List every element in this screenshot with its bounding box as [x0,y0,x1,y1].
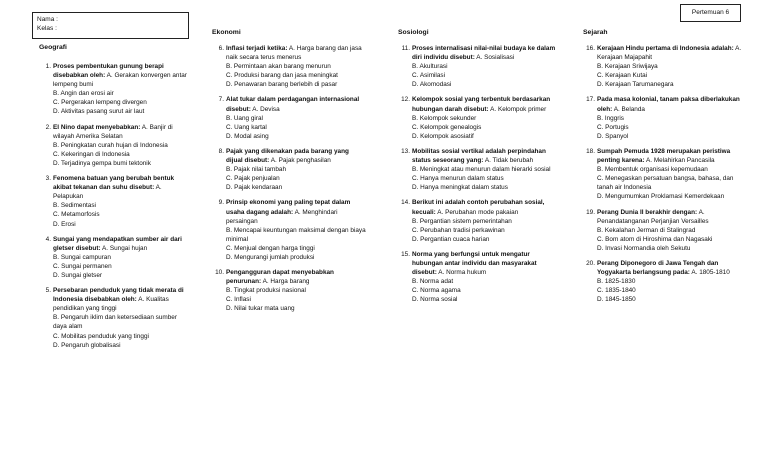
answer-option: D. Nilai tukar mata uang [226,305,295,313]
answer-option: D. 1845-1850 [597,296,636,304]
question-item [39,123,189,168]
answer-option: B. Membentuk organisasi kepemudaan [597,166,708,174]
question-stem: Fenomena batuan yang berubah bentuk akibat tekanan dan suhu disebut: [53,175,175,192]
answer-option: B. Kelompok sekunder [412,114,477,122]
answer-option: B. Inggris [597,114,624,122]
option-a: A. Penandatanganan Perjanjian Versailles [597,208,709,225]
question-number: 2. [45,123,51,131]
answer-option: B. Akulturasi [412,63,448,71]
question-item [398,44,558,89]
answer-option: B. Norma adat [412,278,454,286]
subject-heading: Sosiologi [398,29,429,36]
question-item [583,147,743,202]
question-item [39,62,189,117]
answer-option: C. Metamorfosis [53,211,100,219]
option-a: A. Harga barang dan jasa naik secara terus menerus [226,45,362,62]
question-column [212,44,367,320]
question-item [212,268,367,313]
answer-option: B. Pajak nilai tambah [226,166,287,174]
question-number: 16. [586,45,595,52]
option-a: A. Harga barang [262,278,310,286]
question-number: 7. [218,96,224,104]
question-stem: Norma yang berfungsi untuk mengatur hubungan antar individu dan masyarakat disebut: [412,250,537,277]
answer-option: B. Mencapai keuntungan maksimal dengan biaya minimal [226,226,366,243]
question-item [398,95,558,140]
option-a: A. Sosialisasi [476,54,515,62]
question-number: 3. [45,175,51,183]
question-item [212,147,367,192]
answer-option: D. Invasi Normandia oleh Sekutu [597,244,691,252]
answer-option: B. Uang giral [226,114,263,122]
answer-option: C. Pergerakan lempeng divergen [53,99,147,107]
question-stem: Berikut ini adalah contoh perubahan sosial, kecuali: [412,199,545,216]
question-item [398,250,558,305]
answer-option: B. Kekalahan Jerman di Stalingrad [597,226,696,234]
answer-option: C. Mobilitas penduduk yang tinggi [53,332,149,340]
option-a: A. Perubahan mode pakaian [437,208,519,216]
option-a: A. Gerakan konvergen antar lempeng bumi [53,72,187,89]
answer-option: D. Kelompok asosiatif [412,132,474,140]
answer-option: D. Erosi [53,220,76,228]
option-a: A. Pelapukan [53,184,162,201]
question-stem: Perang Diponegoro di Jawa Tengah dan Yogyakarta berlangsung pada: [597,259,719,277]
question-stem: Kelompok sosial yang terbentuk berdasarkan hubungan darah disebut: [412,96,551,113]
question-number: 18. [586,147,595,155]
answer-option: C. 1835-1840 [597,287,636,295]
question-item [39,174,189,229]
answer-option: D. Mengurangi jumlah produksi [226,253,315,261]
answer-option: B. Angin dan erosi air [53,90,114,98]
subject-heading: Sejarah [583,29,608,36]
answer-option: C. Produksi barang dan jasa meningkat [226,72,338,80]
question-stem: Pada masa kolonial, tanam paksa diberlakukan oleh: [597,96,740,113]
answer-option: D. Pengaruh globalisasi [53,341,121,349]
question-stem: Mobilitas sosial vertikal adalah perpindahan status seseorang yang: [412,147,546,165]
question-number: 14. [401,199,410,207]
option-a: A. Devisa [252,105,280,113]
question-stem: Persebaran penduduk yang tidak merata di Indonesia disebabkan oleh: [53,287,184,304]
answer-option: D. Penawaran barang berlebih di pasar [226,81,338,89]
answer-option: D. Sungai gletser [53,271,103,279]
question-number: 6. [218,45,224,52]
question-stem: Kerajaan Hindu pertama di Indonesia adalah: [597,45,734,52]
option-a: A. Menghindari persaingan [226,208,338,225]
answer-option: D. Aktivitas pasang surut air laut [53,108,145,116]
question-item [39,286,189,350]
question-item [583,208,743,253]
subject-heading: Ekonomi [212,29,241,36]
question-item [212,198,367,262]
question-stem: El Nino dapat menyebabkan: [53,123,141,131]
answer-option: B. Kerajaan Sriwijaya [597,63,658,71]
answer-option: D. Akomodasi [412,81,452,89]
question-number: 10. [215,269,224,277]
subject-heading: Geografi [39,44,67,51]
question-number: 4. [45,235,51,243]
answer-option: D. Kerajaan Tarumanegara [597,81,674,89]
answer-option: C. Bom atom di Hiroshima dan Nagasaki [597,235,713,243]
question-number: 8. [218,147,224,155]
question-number: 13. [401,147,410,155]
question-item [212,44,367,89]
option-a: A. Pajak penghasilan [270,157,331,165]
question-stem: Proses pembentukan gunung berapi disebabkan oleh: [53,63,164,80]
answer-option: C. Hanya menurun dalam status [412,175,504,183]
option-a: A. Kelompok primer [490,105,547,113]
answer-option: B. Permintaan akan barang menurun [226,63,331,71]
answer-option: C. Asimilasi [412,72,446,80]
question-column [39,62,189,356]
answer-option: C. Sungai permanen [53,262,112,270]
answer-option: D. Norma sosial [412,296,458,304]
student-info-box [32,12,189,39]
answer-option: D. Pajak kendaraan [226,184,283,192]
question-number: 19. [586,208,595,216]
question-item [583,44,743,89]
question-number: 5. [45,287,51,295]
option-a: A. 1805-1810 [691,269,730,277]
answer-option: B. 1825-1830 [597,278,636,286]
question-item [212,95,367,140]
question-number: 11. [401,45,410,52]
answer-option: B. Peningkatan curah hujan di Indonesia [53,141,168,149]
option-a: A. Melahirkan Pancasila [646,157,715,165]
answer-option: C. Norma agama [412,287,461,295]
question-stem: Alat tukar dalam perdagangan internasional disebut: [226,96,360,113]
question-number: 15. [401,250,410,258]
option-a: A. Kualitas pendidikan yang tinggi [53,296,169,313]
answer-option: D. Modal asing [226,132,269,140]
answer-option: C. Perubahan tradisi perkawinan [412,226,505,234]
question-item [398,198,558,243]
answer-option: C. Menjual dengan harga tinggi [226,244,315,252]
answer-option: B. Sungai campuran [53,253,111,261]
answer-option: C. Pajak penjualan [226,175,280,183]
question-number: 9. [218,199,224,207]
answer-option: D. Pergantian cuaca harian [412,235,490,243]
question-column [583,44,743,310]
answer-option: D. Spanyol [597,132,629,140]
answer-option: B. Pergantian sistem pemerintahan [412,217,512,225]
question-stem: Prinsip ekonomi yang paling tepat dalam usaha dagang adalah: [226,199,351,216]
answer-option: D. Hanya meningkat dalam status [412,184,508,192]
question-stem: Sumpah Pemuda 1928 merupakan peristiwa penting karena: [597,147,731,165]
meeting-label: Pertemuan 6 [680,4,741,22]
answer-option: D. Mengumumkan Proklamasi Kemerdekaan [597,193,725,201]
question-stem: Pengangguran dapat menyebabkan penurunan: [226,269,334,286]
question-stem: Pajak yang dikenakan pada barang yang dijual disebut: [226,147,349,165]
question-stem: Sungai yang mendapatkan sumber air dari gletser disebut: [53,235,182,252]
option-a: A. Belanda [613,105,645,113]
question-number: 1. [45,63,51,70]
question-column [398,44,558,310]
question-stem: Proses internalisasi nilai-nilai budaya ke dalam diri individu disebut: [412,45,556,62]
question-item [39,235,189,280]
question-number: 17. [586,96,595,104]
answer-option: B. Sedimentasi [53,202,96,210]
question-item [583,259,743,304]
answer-option: D. Terjadinya gempa bumi tektonik [53,159,151,167]
question-stem: Inflasi terjadi ketika: [226,45,288,52]
class-label: Kelas : [37,25,57,32]
answer-option: B. Meningkat atau menurun dalam hierarki sosial [412,166,551,174]
name-label: Nama : [37,16,58,23]
answer-option: C. Kelompok genealogis [412,123,482,131]
question-number: 12. [401,96,410,104]
answer-option: C. Menegaskan persatuan bangsa, bahasa, dan tanah air Indonesia [597,175,734,192]
option-a: A. Banjir di wilayah Amerika Selatan [53,123,173,140]
question-item [398,147,558,192]
answer-option: B. Pengaruh iklim dan ketersediaan sumber daya alam [53,314,177,331]
option-a: A. Tidak berubah [484,157,534,165]
answer-option: C. Uang kartal [226,123,267,131]
answer-option: C. Kerajaan Kutai [597,72,648,80]
answer-option: C. Inflasi [226,296,251,304]
question-number: 20. [586,259,595,267]
question-item [583,95,743,140]
answer-option: B. Tingkat produksi nasional [226,287,306,295]
option-a: A. Sungai hujan [102,244,148,252]
option-a: A. Norma hukum [438,269,487,277]
option-a: A. Kerajaan Majapahit [597,45,742,62]
answer-option: C. Portugis [597,123,629,131]
question-stem: Perang Dunia II berakhir dengan: [597,208,698,216]
answer-option: C. Kekeringan di Indonesia [53,150,130,158]
